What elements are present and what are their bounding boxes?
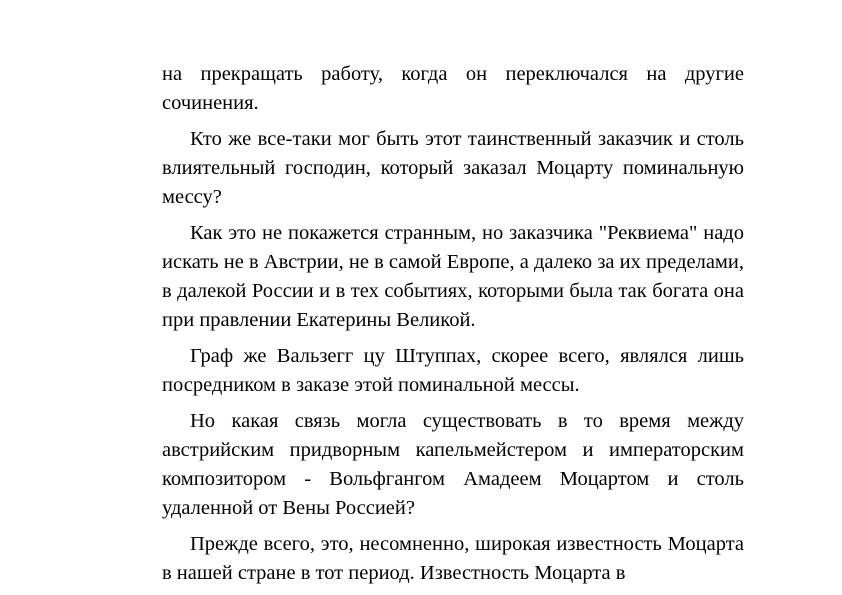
document-text [162,60,744,595]
paragraph: Но какая связь могла существовать в то время между австрийским придворным капельмейстером и императорским композитором - Вольфгангом Амадеем Моцартом и столь удаленной от Вены Россией? [162,410,744,519]
paragraph-cut-off: Прежде всего, это, несомненно, широкая известность Моцарта в нашей стране в тот период. Известность Моцарта в [162,533,744,584]
paragraph: Кто же все-таки мог быть этот таинственный заказчик и столь влиятельный господин, который заказал Моцарту поминальную мессу? [162,128,744,208]
paragraph-continuation: на прекращать работу, когда он переключался на другие сочинения. [162,63,744,114]
paragraph: Граф же Вальзегг цу Штуппах, скорее всего, являлся лишь посредником в заказе этой поминальной мессы. [162,345,744,396]
paragraph: Как это не покажется странным, но заказчика "Реквиема" надо искать не в Австрии, не в самой Европе, а далеко за их пределами, в далекой России и в тех событиях, которыми была так богата она при правлении Екатерины Великой. [162,222,744,331]
